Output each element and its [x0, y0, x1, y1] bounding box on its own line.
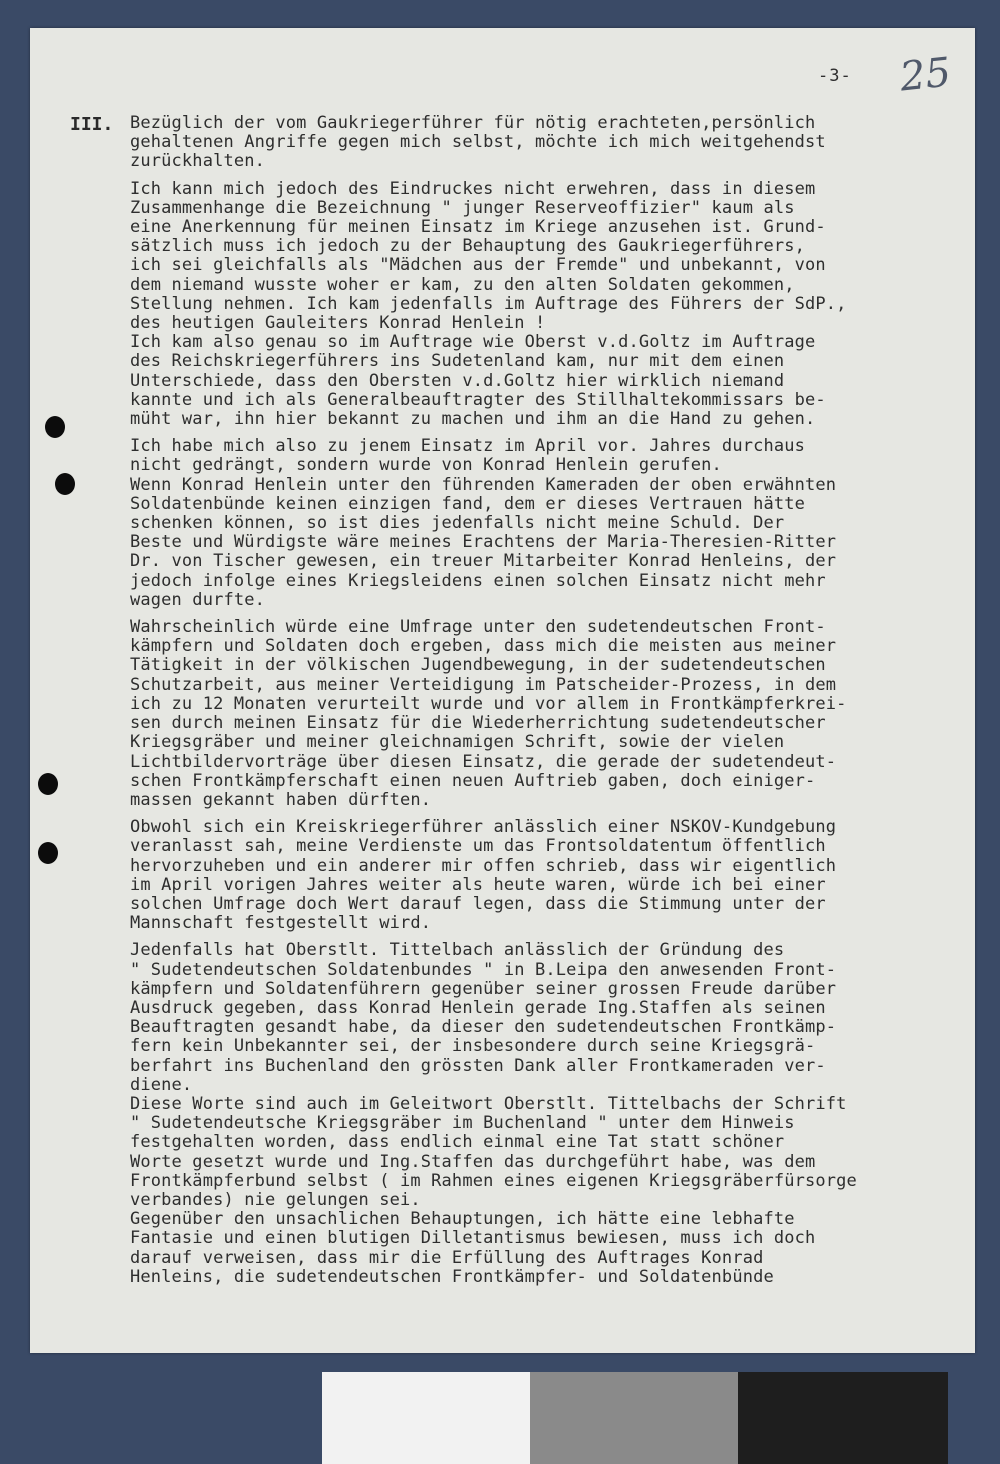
text-line: fern kein Unbekannter sei, der insbesondere durch seine Kriegsgrä- [130, 1036, 816, 1057]
text-line: müht war, ihn hier bekannt zu machen und ihm an die Hand zu gehen. [130, 409, 816, 430]
paragraph [130, 618, 950, 810]
color-calibration-black [738, 1372, 948, 1464]
text-line: Fantasie und einen blutigen Dilletantismus bewiesen, muss ich doch [130, 1228, 816, 1249]
text-line: Wahrscheinlich würde eine Umfrage unter den sudetendeutschen Front- [130, 617, 826, 638]
text-line: Dr. von Tischer gewesen, ein treuer Mitarbeiter Konrad Henleins, der [130, 551, 837, 572]
text-line: diene. [130, 1074, 193, 1095]
paragraph [130, 333, 950, 429]
text-line: Ausdruck gegeben, dass Konrad Henlein gerade Ing.Staffen als seinen [130, 997, 826, 1018]
paragraph [130, 941, 950, 1095]
text-line: Obwohl sich ein Kreiskriegerführer anlässlich einer NSKOV-Kundgebung [130, 817, 837, 838]
text-line: " Sudetendeutschen Soldatenbundes " in B.Leipa den anwesenden Front- [130, 959, 837, 980]
color-calibration-gray [530, 1372, 738, 1464]
text-line: Mannschaft festgestellt wird. [130, 913, 432, 934]
text-line: kämpfern und Soldaten doch ergeben, dass mich die meisten aus meiner [130, 636, 837, 657]
handwritten-folio-number: 25 [897, 49, 954, 101]
paragraph [130, 476, 950, 610]
paragraph [130, 818, 950, 933]
text-line: hervorzuheben und ein anderer mir offen schrieb, dass wir eigentlich [130, 855, 837, 876]
paragraph [130, 114, 950, 172]
text-line: massen gekannt haben dürften. [130, 789, 432, 810]
punch-hole [55, 473, 75, 495]
text-line: Unterschiede, dass den Obersten v.d.Goltz hier wirklich niemand [130, 370, 785, 391]
text-line: zurückhalten. [130, 151, 266, 172]
text-line: ich sei gleichfalls als "Mädchen aus der Fremde" und unbekannt, von [130, 255, 826, 276]
text-line: nicht gedrängt, sondern wurde von Konrad Henlein gerufen. [130, 455, 722, 476]
text-line: wagen durfte. [130, 589, 266, 610]
text-line: Zusammenhange die Bezeichnung " junger Reserveoffizier" kaum als [130, 197, 795, 218]
text-line: Diese Worte sind auch im Geleitwort Oberstlt. Tittelbachs der Schrift [130, 1093, 847, 1114]
punch-hole [45, 416, 65, 438]
text-line: Beauftragten gesandt habe, da dieser den sudetendeutschen Frontkämp- [130, 1017, 837, 1038]
text-line: " Sudetendeutsche Kriegsgräber im Buchenland " unter dem Hinweis [130, 1113, 795, 1134]
text-line: kannte und ich als Generalbeauftragter des Stillhaltekommissars be- [130, 389, 826, 410]
paragraph [130, 1210, 950, 1287]
text-line: Tätigkeit in der völkischen Jugendbewegung, in der sudetendeutschen [130, 655, 826, 676]
text-line: gehaltenen Angriffe gegen mich selbst, möchte ich mich weitgehendst [130, 132, 826, 153]
text-line: solchen Umfrage doch Wert darauf legen, dass die Stimmung unter der [130, 893, 826, 914]
text-line: veranlasst sah, meine Verdienste um das Frontsoldatentum öffentlich [130, 836, 826, 857]
text-line: eine Anerkennung für meinen Einsatz im Kriege anzusehen ist. Grund- [130, 217, 826, 238]
text-line: berfahrt ins Buchenland den grössten Dank aller Frontkameraden ver- [130, 1055, 826, 1076]
paragraph [130, 437, 950, 475]
text-line: des Reichskriegerführers ins Sudetenland kam, nur mit dem einen [130, 351, 785, 372]
text-line: darauf verweisen, dass mir die Erfüllung des Auftrages Konrad [130, 1247, 764, 1268]
text-line: Henleins, die sudetendeutschen Frontkämpfer- und Soldatenbünde [130, 1266, 774, 1287]
page-number: -3- [818, 66, 852, 86]
text-line: jedoch infolge eines Kriegsleidens einen solchen Einsatz nicht mehr [130, 570, 826, 591]
text-line: schenken können, so ist dies jedenfalls nicht meine Schuld. Der [130, 513, 785, 534]
text-line: verbandes) nie gelungen sei. [130, 1189, 421, 1210]
text-line: Bezüglich der vom Gaukriegerführer für nötig erachteten,persönlich [130, 113, 816, 133]
text-line: sen durch meinen Einsatz für die Wiederherrichtung sudetendeutscher [130, 713, 826, 734]
text-line: sätzlich muss ich jedoch zu der Behauptung des Gaukriegerführers, [130, 236, 806, 257]
text-line: im April vorigen Jahres weiter als heute waren, würde ich bei einer [130, 874, 826, 895]
text-line: Ich kam also genau so im Auftrage wie Oberst v.d.Goltz im Auftrage [130, 332, 816, 353]
punch-hole [38, 842, 58, 864]
text-line: des heutigen Gauleiters Konrad Henlein ! [130, 313, 546, 334]
text-line: Frontkämpferbund selbst ( im Rahmen eines eigenen Kriegsgräberfürsorge [130, 1170, 857, 1191]
text-line: Schutzarbeit, aus meiner Verteidigung im Patscheider-Prozess, in dem [130, 674, 837, 695]
text-line: festgehalten worden, dass endlich einmal eine Tat statt schöner [130, 1132, 785, 1153]
text-line: dem niemand wusste woher er kam, zu den alten Soldaten gekommen, [130, 274, 795, 295]
text-line: kämpfern und Soldatenführern gegenüber seiner grossen Freude darüber [130, 978, 837, 999]
paragraph [130, 180, 950, 334]
text-line: Kriegsgräber und meiner gleichnamigen Schrift, sowie der vielen [130, 732, 785, 753]
text-line: Soldatenbünde keinen einzigen fand, dem er dieses Vertrauen hätte [130, 493, 806, 514]
text-line: Beste und Würdigste wäre meines Erachtens der Maria-Theresien-Ritter [130, 532, 837, 553]
text-line: ich zu 12 Monaten verurteilt wurde und vor allem in Frontkämpferkrei- [130, 693, 847, 714]
text-line: Stellung nehmen. Ich kam jedenfalls im Auftrage des Führers der SdP., [130, 293, 847, 314]
text-line: Worte gesetzt wurde und Ing.Staffen das durchgeführt habe, was dem [130, 1151, 816, 1172]
text-line: Ich habe mich also zu jenem Einsatz im April vor. Jahres durchaus [130, 436, 806, 457]
text-line: Gegenüber den unsachlichen Behauptungen, ich hätte eine lebhafte [130, 1209, 795, 1230]
text-line: schen Frontkämpferschaft einen neuen Auftrieb gaben, doch einiger- [130, 770, 816, 791]
document-body [130, 114, 950, 1287]
text-line: Jedenfalls hat Oberstlt. Tittelbach anlässlich der Gründung des [130, 940, 785, 961]
paragraph [130, 1095, 950, 1210]
text-line: Wenn Konrad Henlein unter den führenden Kameraden der oben erwähnten [130, 474, 837, 495]
text-line: Lichtbildervorträge über diesen Einsatz, die gerade der sudetendeut- [130, 751, 837, 772]
section-marker: III. [70, 114, 114, 135]
color-calibration-white [322, 1372, 530, 1464]
text-line: Ich kann mich jedoch des Eindruckes nicht erwehren, dass in diesem [130, 178, 816, 199]
punch-hole [38, 773, 58, 795]
